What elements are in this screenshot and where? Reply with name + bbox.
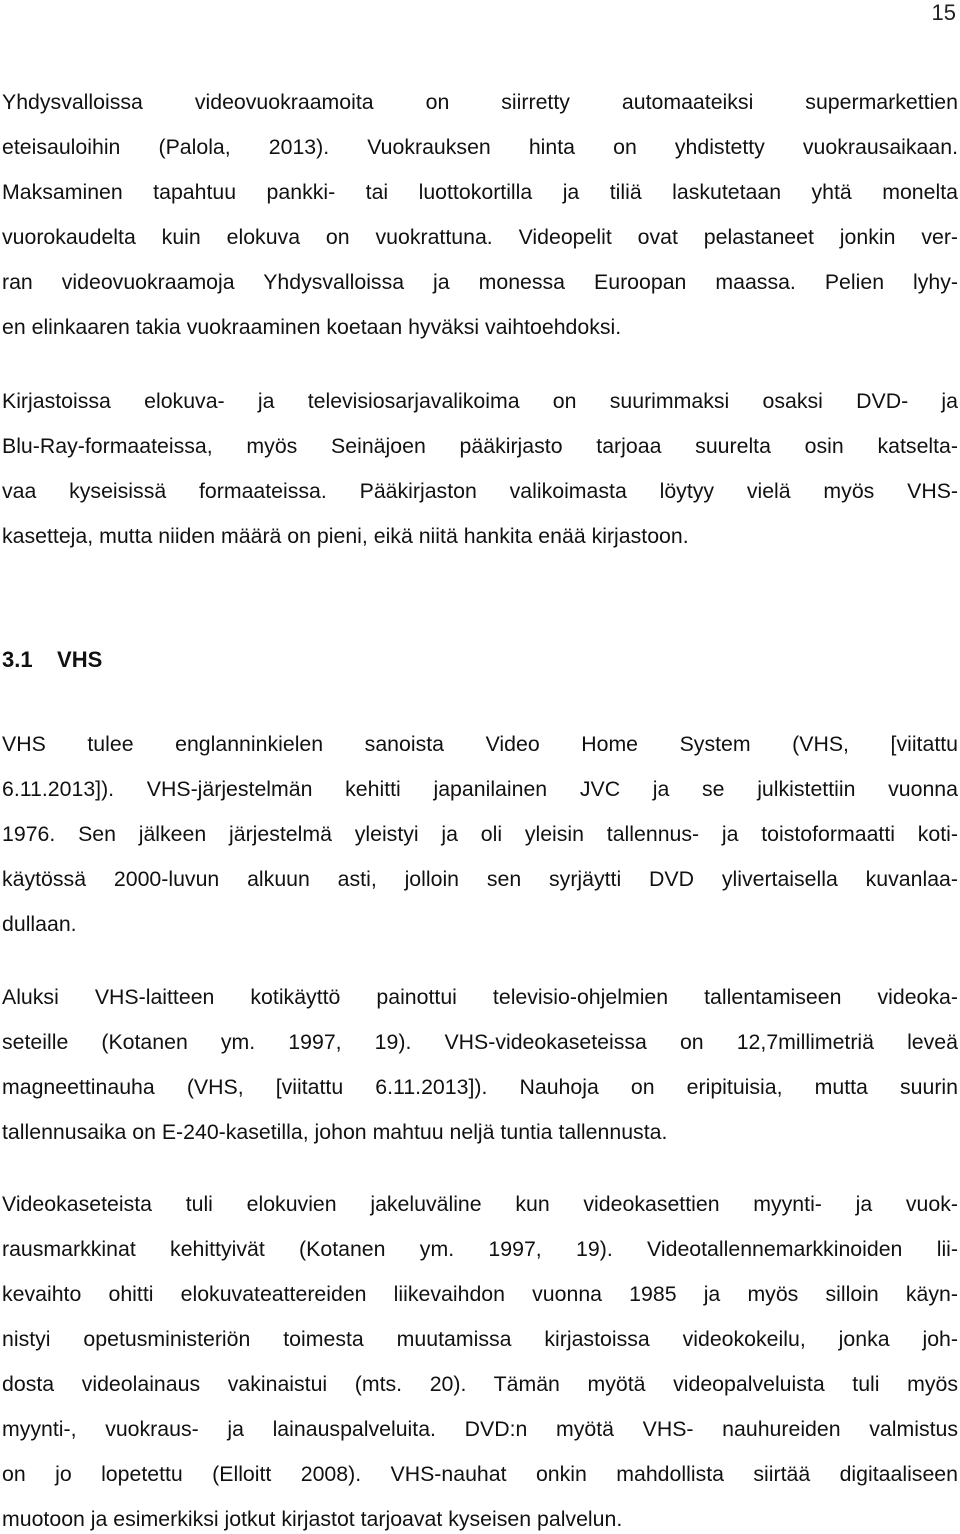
text-line: dullaan. — [2, 912, 77, 936]
text-line: Kirjastoissa elokuva- ja televisiosarjavalikoima on suurimmaksi osaksi DVD- ja — [2, 389, 958, 413]
text-line: kevaihto ohitti elokuvateattereiden liikevaihdon vuonna 1985 ja myös silloin käyn- — [2, 1282, 958, 1306]
text-line: rausmarkkinat kehittyivät (Kotanen ym. 1997, 19). Videotallennemarkkinoiden lii- — [2, 1237, 958, 1261]
page-number: 15 — [931, 0, 956, 25]
text-line: en elinkaaren takia vuokraaminen koetaan hyväksi vaihtoehdoksi. — [2, 315, 622, 339]
text-line: eteisauloihin (Palola, 2013). Vuokrauksen hinta on yhdistetty vuokrausaikaan. — [2, 135, 958, 159]
section-heading: 3.1 VHS — [2, 647, 103, 672]
text-line: muotoon ja esimerkiksi jotkut kirjastot tarjoavat kyseisen palvelun. — [2, 1507, 623, 1531]
text-line: dosta videolainaus vakinaistui (mts. 20). Tämän myötä videopalveluista tuli myös — [2, 1372, 958, 1396]
text-line: ran videovuokraamoja Yhdysvalloissa ja monessa Euroopan maassa. Pelien lyhy- — [2, 270, 958, 294]
text-line: Yhdysvalloissa videovuokraamoita on siirretty automaateiksi supermarkettien — [2, 90, 958, 114]
text-line: käytössä 2000-luvun alkuun asti, jolloin sen syrjäytti DVD ylivertaisella kuvanlaa- — [2, 867, 958, 891]
text-line: on jo lopetettu (Elloitt 2008). VHS-nauhat onkin mahdollista siirtää digitaaliseen — [2, 1462, 958, 1486]
text-line: vaa kyseisissä formaateissa. Pääkirjaston valikoimasta löytyy vielä myös VHS- — [2, 479, 958, 503]
text-line: tallennusaika on E-240-kasetilla, johon mahtuu neljä tuntia tallennusta. — [2, 1120, 668, 1144]
text-line: VHS tulee englanninkielen sanoista Video Home System (VHS, [viitattu — [2, 732, 958, 756]
text-line: nistyi opetusministeriön toimesta muutamissa kirjastoissa videokokeilu, jonka joh- — [2, 1327, 958, 1351]
text-line: Blu-Ray-formaateissa, myös Seinäjoen pääkirjasto tarjoaa suurelta osin katselta- — [2, 434, 958, 458]
text-line: myynti-, vuokraus- ja lainauspalveluita. DVD:n myötä VHS- nauhureiden valmistus — [2, 1417, 958, 1441]
text-line: Aluksi VHS-laitteen kotikäyttö painottui televisio-ohjelmien tallentamiseen videoka- — [2, 985, 958, 1009]
text-line: 1976. Sen jälkeen järjestelmä yleistyi ja oli yleisin tallennus- ja toistoformaatti koti- — [2, 822, 958, 846]
text-line: seteille (Kotanen ym. 1997, 19). VHS-videokaseteissa on 12,7millimetriä leveä — [2, 1030, 958, 1054]
text-line: Maksaminen tapahtuu pankki- tai luottokortilla ja tiliä laskutetaan yhtä monelta — [2, 180, 958, 204]
text-line: kasetteja, mutta niiden määrä on pieni, eikä niitä hankita enää kirjastoon. — [2, 524, 689, 548]
text-line: Videokaseteista tuli elokuvien jakeluväline kun videokasettien myynti- ja vuok- — [2, 1192, 958, 1216]
text-line: 6.11.2013]). VHS-järjestelmän kehitti japanilainen JVC ja se julkistettiin vuonna — [2, 777, 958, 801]
text-line: vuorokaudelta kuin elokuva on vuokrattuna. Videopelit ovat pelastaneet jonkin ver- — [2, 225, 958, 249]
text-line: magneettinauha (VHS, [viitattu 6.11.2013]). Nauhoja on eripituisia, mutta suurin — [2, 1075, 958, 1099]
